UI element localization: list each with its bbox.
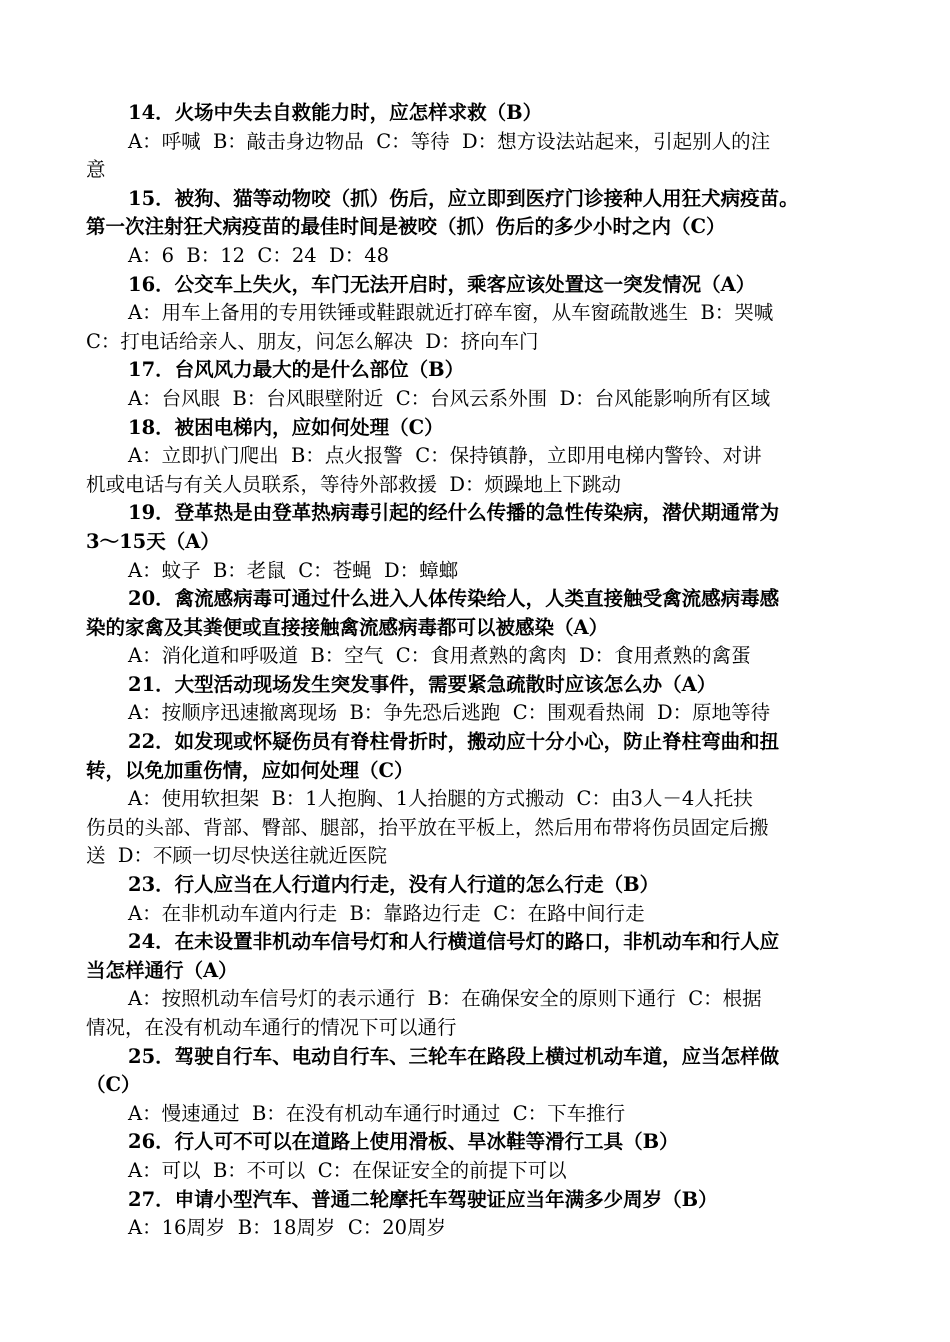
option-line: A：慢速通过 B：在没有机动车通行时通过 C：下车推行: [128, 1101, 626, 1125]
question-line: 27．申请小型汽车、普通二轮摩托车驾驶证应当年满多少周岁（B）: [128, 1187, 718, 1211]
question-line: 22．如发现或怀疑伤员有脊柱骨折时，搬动应十分小心，防止脊柱弯曲和扭: [128, 730, 780, 754]
option-line: A：按顺序迅速撤离现场 B：争先恐后逃跑 C：围观看热闹 D：原地等待: [128, 701, 771, 725]
question-line: 16．公交车上失火，车门无法开启时，乘客应该处置这一突发情况（A）: [128, 272, 756, 296]
option-line: A：立即扒门爬出 B：点火报警 C：保持镇静，立即用电梯内警铃、对讲: [128, 444, 762, 468]
question-line: 20．禽流感病毒可通过什么进入人体传染给人，人类直接触受禽流感病毒感: [128, 587, 780, 611]
question-line: 18．被困电梯内，应如何处理（C）: [128, 415, 444, 439]
question-line: 15．被狗、猫等动物咬（抓）伤后，应立即到医疗门诊接种人用狂犬病疫苗。: [128, 186, 799, 210]
option-line: 伤员的头部、背部、臀部、腿部，抬平放在平板上，然后用布带将伤员固定后搬: [86, 815, 769, 839]
question-line: 24．在未设置非机动车信号灯和人行横道信号灯的路口，非机动车和行人应: [128, 930, 780, 954]
question-line: 14．火场中失去自救能力时，应怎样求救（B）: [128, 101, 543, 124]
option-line: A：蚊子 B：老鼠 C：苍蝇 D：蟑螂: [128, 558, 459, 582]
option-line: A：用车上备用的专用铁锤或鞋跟就近打碎车窗，从车窗疏散逃生 B：哭喊: [128, 301, 774, 325]
question-line: 23．行人应当在人行道内行走，没有人行道的怎么行走（B）: [128, 873, 660, 897]
option-line: A：6 B：12 C：24 D：48: [128, 243, 390, 267]
question-line: 第一次注射狂犬病疫苗的最佳时间是被咬（抓）伤后的多少小时之内（C）: [86, 215, 726, 239]
option-line: C：打电话给亲人、朋友，问怎么解决 D：挤向车门: [86, 329, 539, 353]
option-line: A：消化道和呼吸道 B：空气 C：食用煮熟的禽肉 D：食用煮熟的禽蛋: [128, 644, 751, 668]
option-line: A：可以 B：不可以 C：在保证安全的前提下可以: [128, 1158, 567, 1182]
option-line: 机或电话与有关人员联系，等待外部救援 D：烦躁地上下跳动: [86, 472, 622, 496]
question-line: 21．大型活动现场发生突发事件，需要紧急疏散时应该怎么办（A）: [128, 672, 717, 696]
option-line: A：在非机动车道内行走 B：靠路边行走 C：在路中间行走: [128, 901, 645, 925]
question-line: 19．登革热是由登革热病毒引起的经什么传播的急性传染病，潜伏期通常为: [128, 501, 780, 525]
option-line: A：16周岁 B：18周岁 C：20周岁: [128, 1216, 447, 1240]
question-line: 25．驾驶自行车、电动自行车、三轮车在路段上横过机动车道，应当怎样做: [128, 1044, 780, 1068]
option-line: 意: [86, 158, 106, 182]
option-line: A：使用软担架 B：1人抱胸、1人抬腿的方式搬动 C：由3人－4人托扶: [128, 787, 753, 811]
option-line: 送 D：不顾一切尽快送往就近医院: [86, 844, 388, 868]
question-line: 转，以免加重伤情，应如何处理（C）: [86, 758, 414, 782]
option-line: A：呼喊 B：敲击身边物品 C：等待 D：想方设法站起来，引起别人的注: [128, 129, 771, 153]
document-body: [86, 99, 886, 1243]
question-line: 染的家禽及其粪便或直接接触禽流感病毒都可以被感染（A）: [86, 615, 609, 639]
option-line: 情况，在没有机动车通行的情况下可以通行: [86, 1016, 457, 1039]
question-line: 3～15天（A）: [86, 529, 220, 553]
question-line: 17．台风风力最大的是什么部位（B）: [128, 358, 465, 382]
question-line: （C）: [86, 1073, 141, 1097]
question-line: 26．行人可不可以在道路上使用滑板、旱冰鞋等滑行工具（B）: [128, 1130, 679, 1154]
option-line: A：按照机动车信号灯的表示通行 B：在确保安全的原则下通行 C：根据: [128, 987, 762, 1011]
option-line: A：台风眼 B：台风眼壁附近 C：台风云系外围 D：台风能影响所有区域: [128, 386, 771, 410]
question-line: 当怎样通行（A）: [86, 958, 238, 982]
